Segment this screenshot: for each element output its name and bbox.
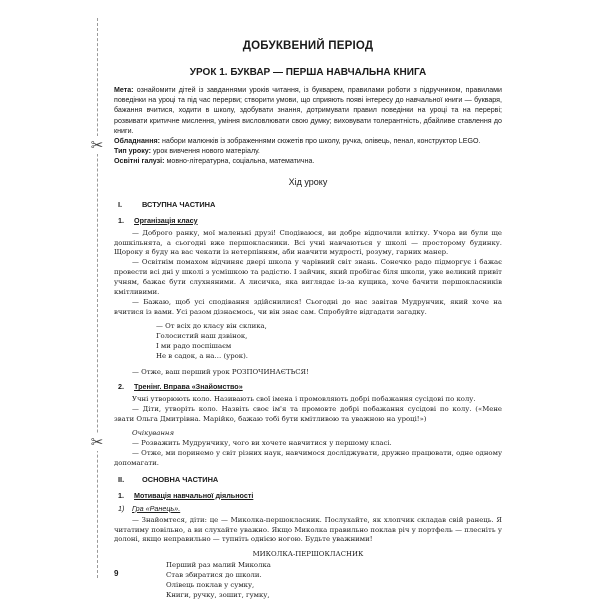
scissors-icon: ✂ [88,136,106,154]
part1-item1-num: 1. [118,215,124,225]
part1-heading [114,200,502,209]
part1-item2-num: 2. [118,382,124,392]
areas-block [114,156,502,166]
page-content [114,40,502,601]
equipment-text: набори малюнків із зображеннями сюжетів про школу, ручка, олівець, пенал, конструктор LEGO. [161,137,481,146]
paragraph: Учні утворюють коло. Називають свої імена і промовляють добрі побажання сусідові по колу. [132,395,476,404]
paragraph: — Освітнім помахом відчиняє двері школа у чарівний світ знань. Сонечко радо підморгує і бажає провести всі дні у школі з усмішкою та радістю. І зайчик, який пробігає біля школи, уже великий привіт учням, бажає бути слухняними. А лисичка, яка виглядає із-за кущика, хоче бачити першокласників кмітливими. [114,258,502,297]
poem-line: — От всіх до класу він склика, [156,321,267,330]
poem-line: І ми радо поспішаєм [156,341,232,350]
part2-heading [114,475,502,484]
type-block [114,146,502,156]
part1-item1-title: Організація класу [134,215,198,225]
poem-title: МИКОЛКА-ПЕРШОКЛАСНИК [252,550,364,559]
paragraph: — Отже, ми поринемо у світ різних наук, навчимося досліджувати, дружно працювати, одне одному допомагати. [114,448,502,467]
goal-block [114,85,502,136]
goal-label: Мета: [114,86,134,94]
part2-item1-heading [114,491,502,500]
paragraph: — Знайомтеся, діти: це — Миколка-першокласник. Послухайте, як хлопчик складав свій ранець. Я читатиму повільно, а ви слухайте уважно. Якщо Миколка правильно поклав річ у портфель — плесніть у долоні, якщо неправильно — тупніть однією ногою. Будьте уважними! [114,515,502,544]
part2-num: II. [118,474,125,484]
part2-item1-num: 1. [118,490,124,500]
poem-line: Голосистий наш дзвінок, [156,331,248,340]
paragraph: — Доброго ранку, мої маленькі друзі! Сподіваюся, ви добре відпочили влітку. Учора ви були ще дошкільнята, а сьогодні вже першокласники. Всі учні навчаються у школі — просторому будинку. Щороку я буду на вас чекати із нетерпінням, аби навчити мудрості, розуму, гарних манер. [114,228,502,257]
areas-text: мовно-літературна, соціальна, математична. [166,157,315,166]
part1-item1-heading [114,216,502,225]
part1-title: ВСТУПНА ЧАСТИНА [142,199,216,209]
poem-line: Книги, ручку, зошит, гумку, [166,591,270,600]
scissors-icon: ✂ [88,433,106,451]
paragraph: — Отже, ваш перший урок РОЗПОЧИНАЄТЬСЯ! [132,368,309,377]
mykolka-poem [166,561,502,601]
riddle-poem [156,322,502,362]
part1-item2-heading [114,382,502,391]
game-heading [118,504,502,513]
part1-item2-title: Тренінг. Вправа «Знайомство» [134,382,243,392]
equipment-block [114,136,502,146]
poem-line: Став збиратися до школи. [166,571,262,580]
paragraph: — Розважить Мудрунчику, чого ви хочете навчитися у першому класі. [132,438,392,447]
expectations-label: Очікування [132,429,175,438]
areas-label: Освітні галузі: [114,157,165,166]
type-label: Тип уроку: [114,147,151,156]
paragraph: — Бажаю, щоб усі сподівання здійснилися! Сьогодні до нас завітав Мудрунчик, який хоче на вчитися із вами. Усі разом дізнаємось, чи він знає сам. Спробуйте відгадати загадку. [114,297,502,316]
page-number: 9 [114,569,119,578]
game-num: 1) [118,503,125,513]
poem-line: Олівець поклав у сумку, [166,581,255,590]
part2-item1-title: Мотивація навчальної діяльності [134,490,254,500]
section-title: ДОБУКВЕНИЙ ПЕРІОД [242,40,374,52]
game-title: Гра «Ранець». [132,503,181,513]
paragraph: — Діти, утворіть коло. Назвіть своє ім'я та промовте добрі побажання сусідові по колу. («Мене звати Ольга Дмитрівна. Марійко, бажаю тобі бути кмітливою та уважною на уроці!») [114,405,502,424]
goal-text: ознайомити дітей із завданнями уроків читання, із букварем, правилами роботи з підручником, правилами поведінки на уроці та під час перерви; створити умови, що сприяють появі інтересу до навчальної книги — букваря, бажання вчитися, ходити в школу, здобувати знання, дотримувати правил поведінки на уроці та на перерві; розвивати критичне мислення, уміння висловлювати свою думку; виховувати толерантність, дбайливе ставлення до книги. [114,86,502,135]
equipment-label: Обладнання: [114,137,160,146]
part1-num: I. [118,199,123,209]
type-text: урок вивчення нового матеріалу. [152,147,260,156]
poem-line: Не в садок, а на… (урок). [156,351,248,360]
part2-title: ОСНОВНА ЧАСТИНА [142,474,219,484]
lesson-title: УРОК 1. БУКВАР — ПЕРША НАВЧАЛЬНА КНИГА [189,67,427,78]
cut-line [97,18,98,578]
lesson-flow-title: Хід уроку [288,176,328,187]
poem-line: Перший раз малий Миколка [166,561,271,570]
